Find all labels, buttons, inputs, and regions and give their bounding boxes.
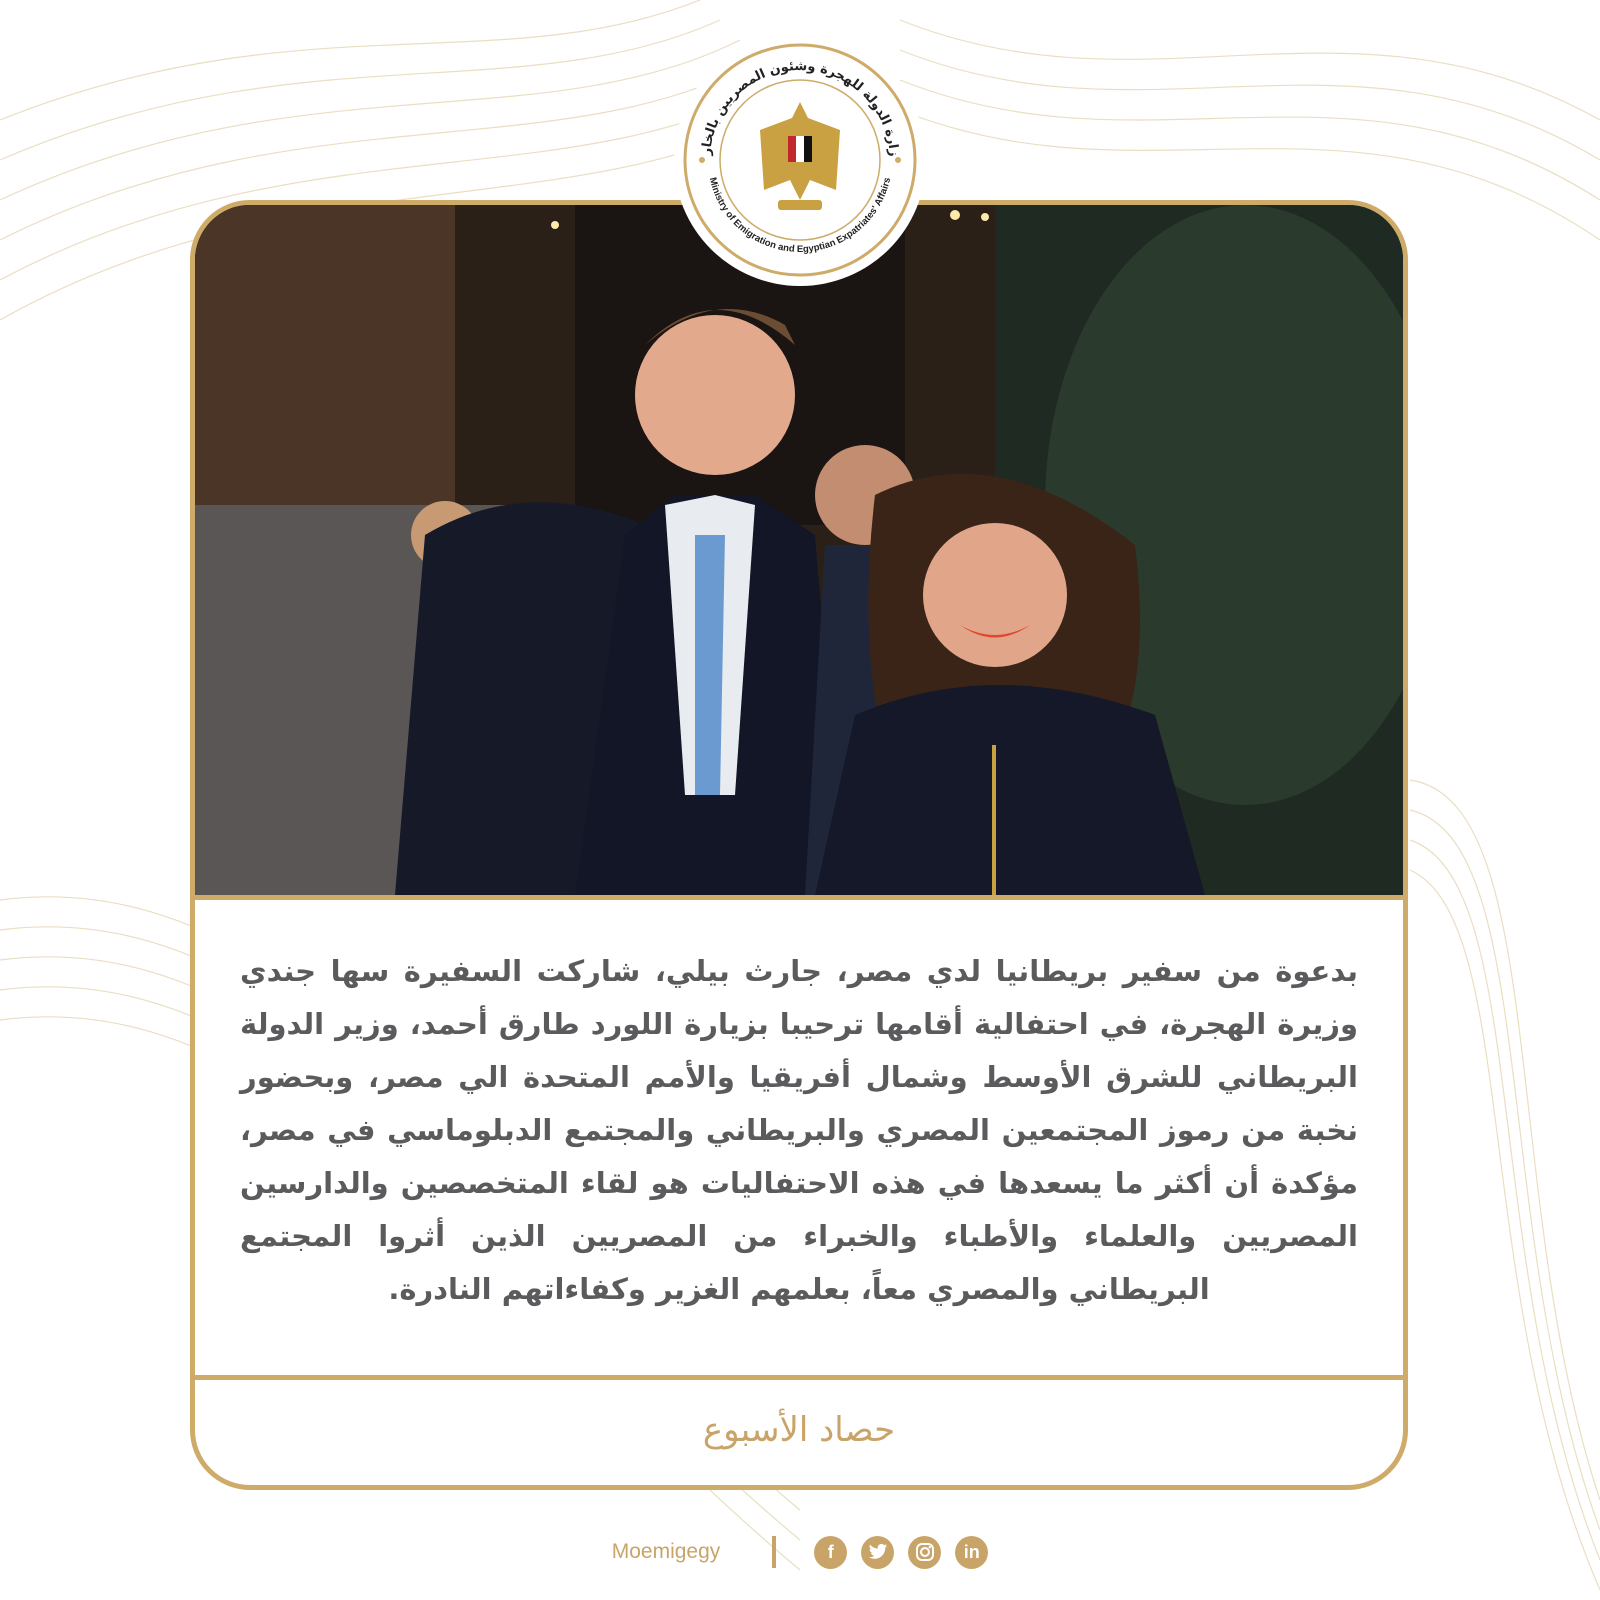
linkedin-icon[interactable]: in: [955, 1536, 988, 1569]
post-body-text: بدعوة من سفير بريطانيا لدي مصر، جارث بيلي، شاركت السفيرة سها جندي وزيرة الهجرة، في احتفالية أقامها ترحيبا بزيارة اللورد طارق أحمد، وزير الدولة البريطاني للشرق الأوسط وشمال أفريقيا والأمم المتحدة الي مصر، وبحضور نخبة من رموز المجتمعين المصري والبريطاني والمجتمع الدبلوماسي في مصر، مؤكدة أن أكثر ما يسعدها في هذه الاحتفاليات هو لقاء المتخصصين والدارسين المصريين والعلماء والأطباء والخبراء من المصريين الذين أثروا المجتمع البريطاني والمصري معاً، بعلمهم الغزير وكفاءاتهم النادرة.: [240, 954, 1358, 1306]
footer-separator: [772, 1536, 776, 1568]
facebook-icon[interactable]: f: [814, 1536, 847, 1569]
svg-text:Ministry of Emigration and Egy: Ministry of Emigration and Egyptian Expatriates' Affairs: [706, 176, 894, 255]
social-handle: Moemigegy: [611, 1540, 721, 1563]
ministry-logo: [680, 40, 920, 280]
svg-text:وزارة الدولة للهجرة وشئون المص: زارة الدولة للهجرة وشئون المصريين بالخار: [699, 58, 901, 158]
instagram-icon[interactable]: [908, 1536, 941, 1569]
footer-bar: [0, 1530, 1600, 1574]
twitter-icon[interactable]: [861, 1536, 894, 1569]
section-title: حصاد الأسبوع: [702, 1410, 896, 1450]
event-photo: [195, 205, 1403, 900]
post-card: [190, 200, 1408, 1490]
gold-divider: [195, 1375, 1403, 1380]
